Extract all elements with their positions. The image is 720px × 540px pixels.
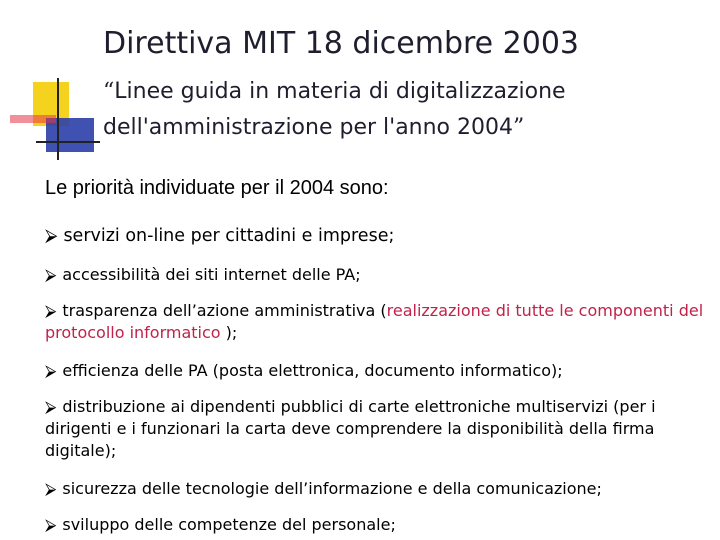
list-item-text: accessibilità dei siti internet delle PA; [62, 265, 361, 284]
list-item-text: sviluppo delle competenze del personale; [62, 515, 396, 534]
subtitle-open-quote: “ [103, 79, 115, 104]
arrow-bullet-icon: ⮚ [45, 515, 57, 534]
list-item-text-end: ); [220, 323, 238, 342]
logo-blue-block [46, 118, 94, 152]
priorities-intro: Le priorità individuate per il 2004 sono: [45, 177, 389, 199]
list-item-text: efficienza delle PA (posta elettronica, documento informatico); [62, 361, 563, 380]
highlighted-text: realizzazione di tutte le componenti del protocollo informatico [45, 301, 704, 342]
subtitle-line-2: dell'amministrazione per l'anno 2004 [103, 115, 513, 140]
logo-red-bar [10, 115, 56, 123]
list-item-text: trasparenza dell’azione amministrativa ( [62, 301, 387, 320]
decorative-logo-graphic [0, 0, 110, 170]
list-item [45, 264, 705, 286]
list-item [45, 360, 705, 382]
slide-title: Direttiva MIT 18 dicembre 2003 [103, 26, 580, 61]
list-item [45, 514, 705, 536]
arrow-bullet-icon: ⮚ [45, 397, 57, 416]
list-item [45, 225, 705, 247]
list-item [45, 478, 705, 500]
slide-subtitle [103, 74, 703, 146]
arrow-bullet-icon: ⮚ [45, 265, 57, 284]
subtitle-line-1: Linee guida in materia di digitalizzazione [114, 79, 566, 104]
list-item [45, 300, 705, 344]
arrow-bullet-icon: ⮚ [45, 361, 57, 380]
list-item-text: servizi on-line per cittadini e imprese; [63, 226, 395, 246]
list-item-text: sicurezza delle tecnologie dell’informazione e della comunicazione; [62, 479, 602, 498]
list-item [45, 396, 705, 462]
arrow-bullet-icon: ⮚ [45, 479, 57, 498]
arrow-bullet-icon: ⮚ [45, 226, 58, 246]
list-item-text: distribuzione ai dipendenti pubblici di carte elettroniche multiservizi (per i dirigenti e i funzionari la carta deve comprendere la disponibilità della firma digitale); [45, 397, 656, 460]
arrow-bullet-icon: ⮚ [45, 301, 57, 320]
subtitle-close-quote: ” [513, 115, 525, 140]
